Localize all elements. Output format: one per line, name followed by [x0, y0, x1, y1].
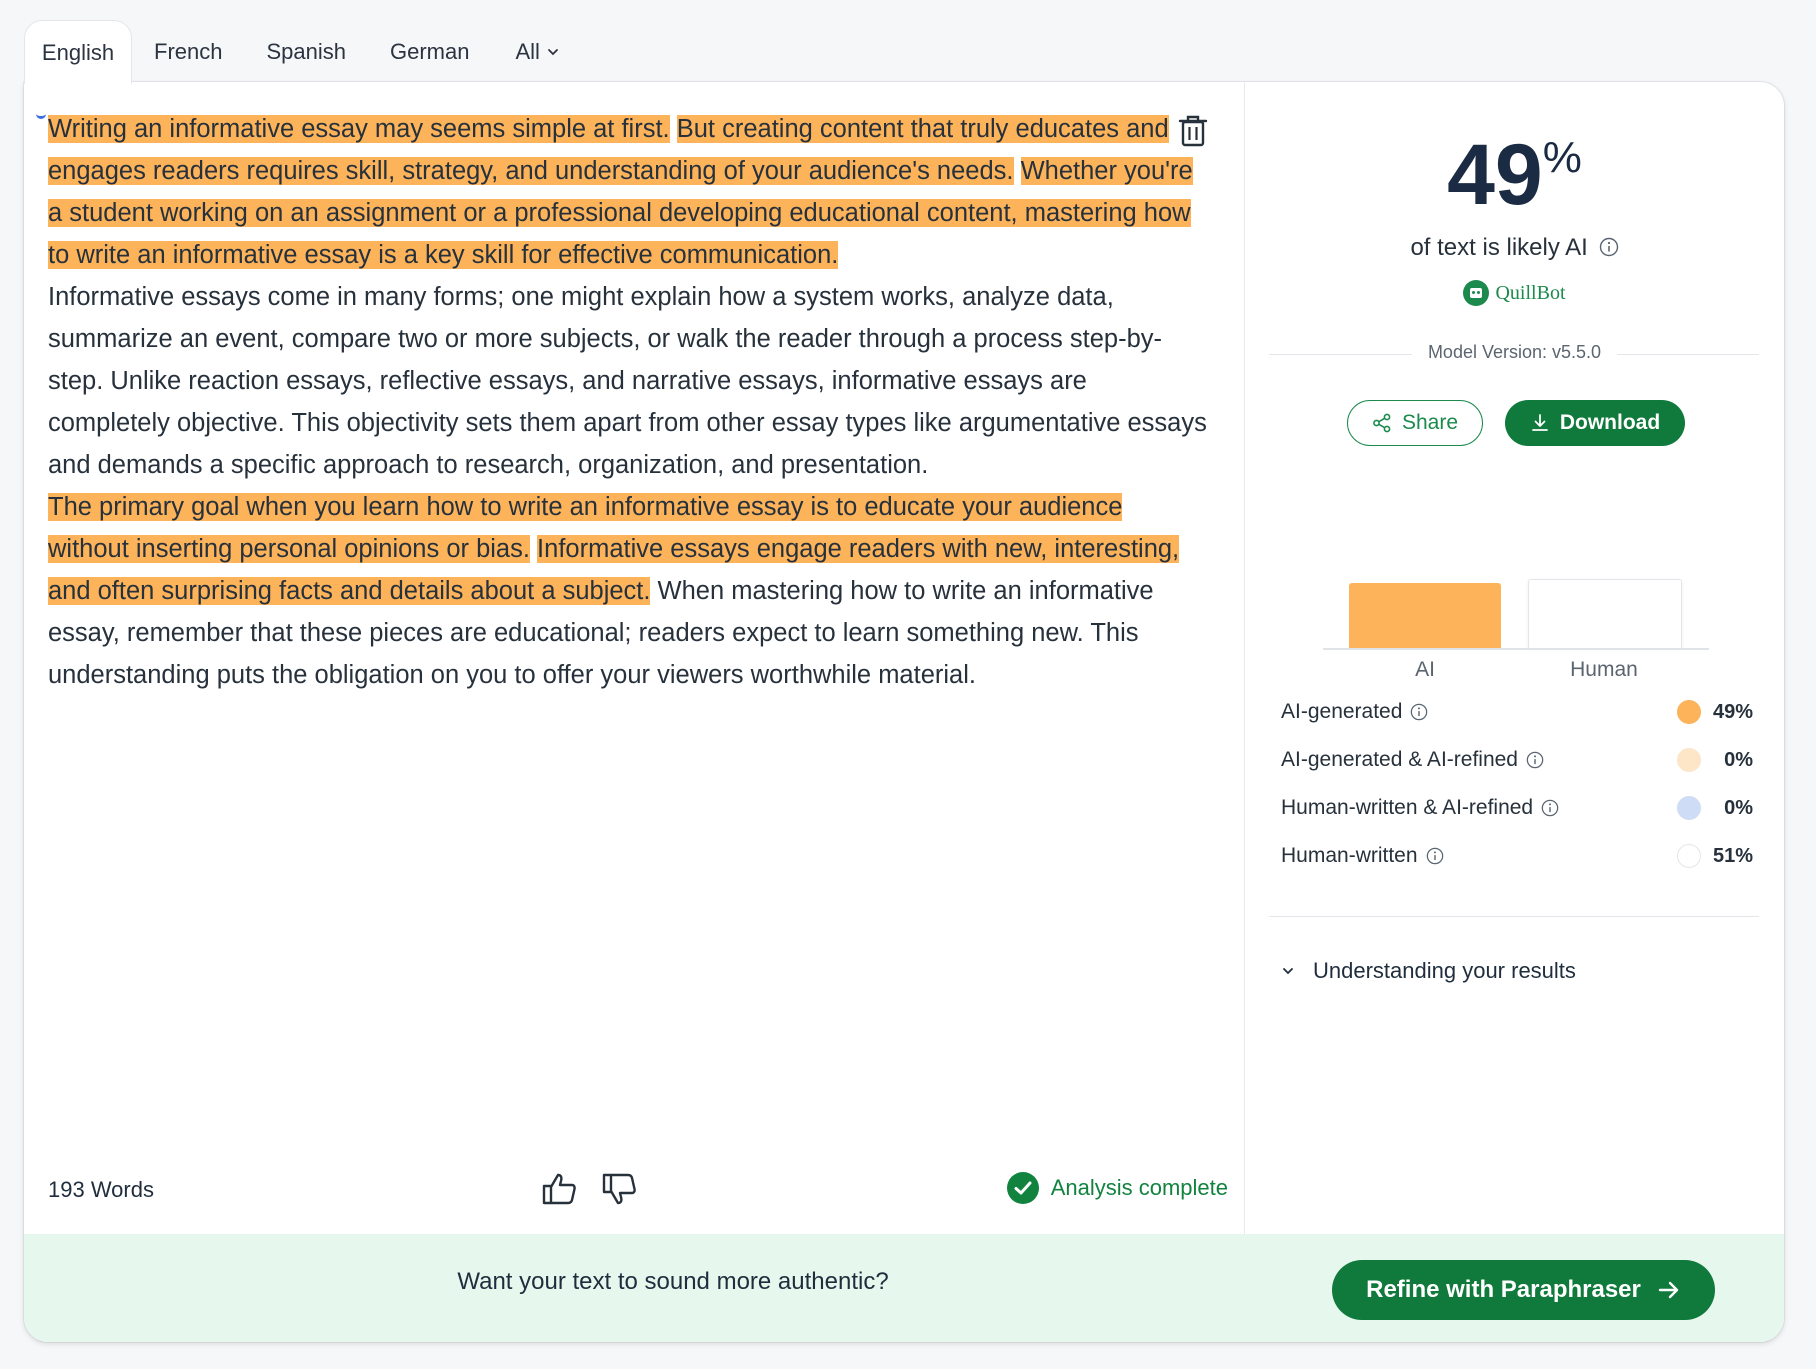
tab-german[interactable]: German	[390, 39, 470, 64]
info-icon[interactable]	[1426, 847, 1444, 865]
ai-percentage: 49%	[1447, 127, 1582, 223]
text-segment	[1014, 157, 1021, 185]
chevron-down-icon	[1281, 964, 1295, 978]
legend-label: Human-written	[1281, 844, 1418, 867]
legend-value: 51%	[1712, 844, 1753, 867]
legend-row	[1281, 832, 1761, 880]
share-label: Share	[1401, 411, 1459, 434]
text-segment: When mastering how to write an informative essay, remember that these pieces are educational; readers expect to learn something new. This understanding puts the obligation on you to offer your viewers worthwhile material.	[48, 577, 1154, 689]
legend-row	[1281, 688, 1761, 736]
legend-value: 0%	[1724, 796, 1753, 819]
thumbs-down-icon[interactable]	[600, 1170, 638, 1208]
info-icon[interactable]	[1410, 703, 1428, 721]
ai-highlighted-sentence[interactable]: The primary goal when you learn how to write an informative essay is to educate your audience without inserting personal opinions or bias.	[48, 493, 1123, 563]
download-button[interactable]	[1505, 400, 1685, 446]
text-cursor-marker	[36, 110, 46, 119]
text-editor[interactable]	[48, 108, 1208, 696]
info-icon[interactable]	[1599, 237, 1619, 257]
feedback-buttons	[540, 1170, 638, 1208]
brand-name: QuillBot	[1495, 281, 1566, 304]
legend-label: Human-written & AI-refined	[1281, 796, 1534, 819]
tab-english[interactable]: English	[24, 20, 132, 84]
banner-question: Want your text to sound more authentic?	[457, 1268, 889, 1295]
refine-label: Refine with Paraphraser	[1366, 1276, 1641, 1303]
text-segment: Informative essays come in many forms; one might explain how a system works, analyze data, summarize an event, compare two or more subjects, or walk the reader through a process step-by-step. Unlike reaction essays, reflective essays, and narrative essays, informative essays are completely objective. This objectivity sets them apart from other essay types like argumentative essays and demands a specific approach to research, organization, and presentation.	[48, 283, 1207, 479]
ai-highlighted-sentence[interactable]: But creating content that truly educates and engages readers requires skill, strategy, and understanding of your audience's needs.	[48, 115, 1169, 185]
understanding-results-toggle[interactable]	[1281, 958, 1576, 984]
detector-card	[24, 82, 1784, 1342]
legend-value: 0%	[1724, 748, 1753, 771]
tab-french[interactable]: French	[154, 39, 223, 64]
tab-all-dropdown[interactable]	[491, 20, 581, 84]
legend-row	[1281, 784, 1761, 832]
legend-label: AI-generated	[1281, 700, 1403, 723]
results-legend	[1281, 688, 1761, 880]
tab-spanish[interactable]: Spanish	[266, 39, 346, 64]
download-icon	[1530, 413, 1550, 433]
legend-color-dot	[1677, 796, 1701, 820]
legend-label: AI-generated & AI-refined	[1281, 748, 1518, 771]
analysis-status-label: Analysis complete	[1050, 1175, 1228, 1200]
download-label: Download	[1559, 411, 1661, 434]
arrow-right-icon	[1657, 1278, 1681, 1302]
bar-ai	[1349, 583, 1501, 648]
legend-value: 49%	[1712, 700, 1753, 723]
trash-icon[interactable]	[1178, 114, 1208, 148]
chart-baseline	[1323, 648, 1709, 650]
tab-all-label: All	[515, 39, 540, 64]
bar-label-human: Human	[1570, 658, 1638, 681]
chevron-down-icon	[546, 45, 560, 59]
info-icon[interactable]	[1541, 799, 1559, 817]
results-divider	[1269, 916, 1759, 917]
text-segment	[670, 115, 677, 143]
model-version: Model Version: v5.5.0	[1245, 342, 1784, 363]
legend-color-dot	[1677, 748, 1701, 772]
text-segment	[530, 535, 537, 563]
quillbot-logo-icon	[1463, 280, 1489, 306]
ai-highlighted-sentence[interactable]: Informative essays engage readers with new, interesting, and often surprising facts and details about a subject.	[48, 535, 1180, 605]
editor-footer	[48, 1162, 1228, 1218]
quillbot-brand	[1245, 280, 1784, 306]
ai-human-bar-chart	[1323, 560, 1709, 650]
legend-color-dot	[1677, 844, 1701, 868]
ai-highlighted-sentence[interactable]: Whether you're a student working on an assignment or a professional developing educational content, mastering how to write an informative essay is a key skill for effective communication.	[48, 157, 1193, 269]
bar-human	[1528, 579, 1682, 648]
word-count: 193 Words	[48, 1177, 154, 1202]
share-button[interactable]	[1347, 400, 1483, 446]
share-icon	[1372, 413, 1392, 433]
legend-row	[1281, 736, 1761, 784]
paraphraser-banner	[24, 1234, 1784, 1342]
check-circle-icon	[1007, 1172, 1039, 1204]
refine-with-paraphraser-button[interactable]	[1332, 1260, 1715, 1320]
ai-highlighted-sentence[interactable]: Writing an informative essay may seems simple at first.	[48, 115, 670, 143]
info-icon[interactable]	[1526, 751, 1544, 769]
results-panel	[1245, 82, 1784, 1234]
language-tabs	[24, 20, 582, 84]
bar-label-ai: AI	[1415, 658, 1435, 681]
legend-color-dot	[1677, 700, 1701, 724]
understanding-label: Understanding your results	[1313, 958, 1576, 983]
analysis-status	[1007, 1172, 1228, 1204]
thumbs-up-icon[interactable]	[540, 1170, 578, 1208]
likely-ai-label: of text is likely AI	[1245, 234, 1784, 262]
